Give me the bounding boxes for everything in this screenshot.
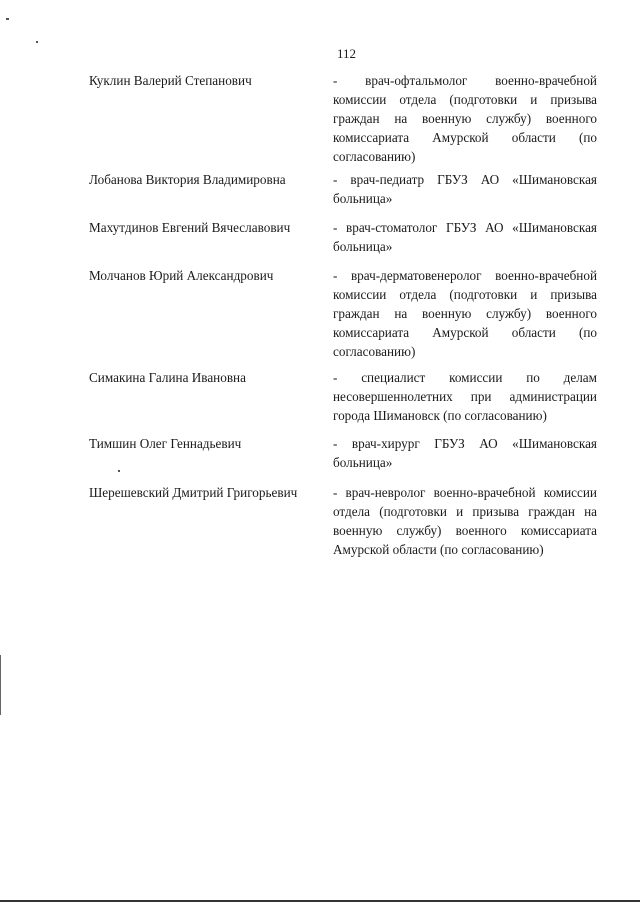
member-role: - врач-педиатр ГБУЗ АО «Шимановская больница» xyxy=(333,172,597,206)
member-role: - врач-хирург ГБУЗ АО «Шимановская больница» xyxy=(333,436,597,470)
scan-speck xyxy=(6,18,9,20)
member-name: Махутдинов Евгений Вячеславович xyxy=(89,220,291,235)
member-role: - врач-невролог военно-врачебной комиссии отдела (подготовки и призыва граждан на военную службу) военного комиссариата Амурской области (по согласованию) xyxy=(333,485,597,557)
member-role: - врач-дерматовенеролог военно-врачебной комиссии отдела (подготовки и призыва граждан на военную службу) военного комиссариата Амурской области (по согласованию) xyxy=(333,268,597,359)
member-role: - специалист комиссии по делам несовершеннолетних при администрации города Шимановск (по согласованию) xyxy=(333,370,597,423)
scan-speck xyxy=(118,470,120,472)
page-number: 112 xyxy=(337,46,357,61)
member-name: Лобанова Виктория Владимировна xyxy=(89,172,286,187)
scan-edge xyxy=(0,655,1,715)
member-name: Шерешевский Дмитрий Григорьевич xyxy=(89,485,298,500)
member-name: Тимшин Олег Геннадьевич xyxy=(89,436,242,451)
member-name: Симакина Галина Ивановна xyxy=(89,370,246,385)
member-name: Куклин Валерий Степанович xyxy=(89,73,252,88)
scan-bottom-border xyxy=(0,900,640,902)
scan-speck xyxy=(36,41,38,43)
member-role: - врач-офтальмолог военно-врачебной комиссии отдела (подготовки и призыва граждан на военную службу) военного комиссариата Амурской области (по согласованию) xyxy=(333,73,597,164)
member-name: Молчанов Юрий Александрович xyxy=(89,268,274,283)
member-role: - врач-стоматолог ГБУЗ АО «Шимановская больница» xyxy=(333,220,597,254)
